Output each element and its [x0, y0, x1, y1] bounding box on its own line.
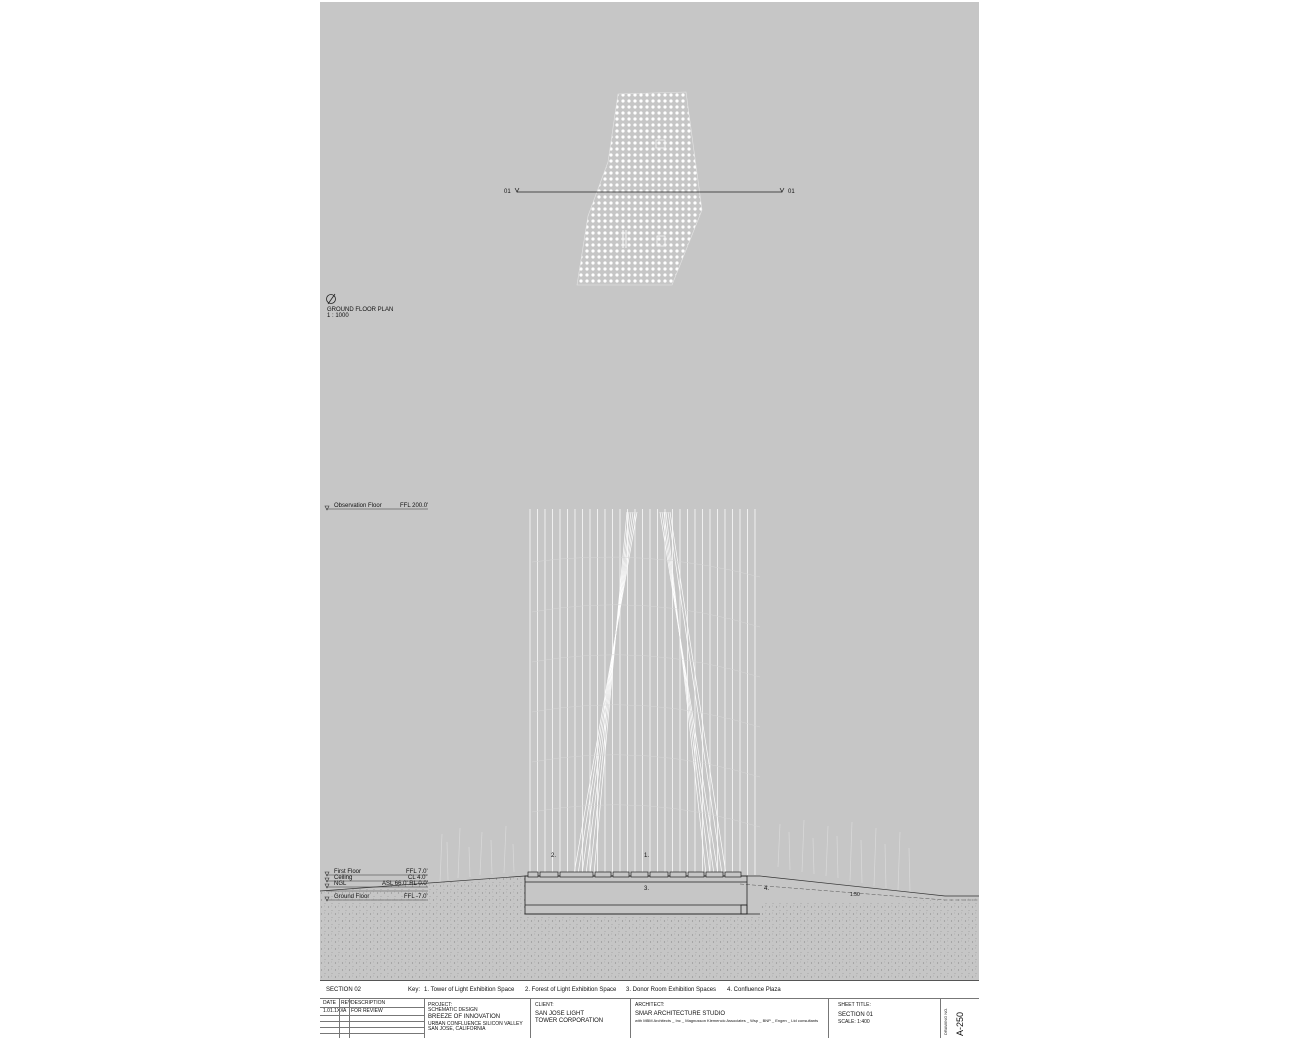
level-name: NGL: [334, 881, 347, 887]
skylight: [670, 872, 686, 877]
level-name: Observation Floor: [334, 503, 382, 509]
section-tag: 1.: [644, 853, 650, 859]
rev-header: DATE: [323, 1000, 336, 1006]
rev-cell: FOR REVIEW: [351, 1008, 383, 1014]
skylight: [528, 872, 538, 877]
section-label: SECTION 02: [326, 987, 362, 993]
ground-section: [320, 876, 979, 980]
rev-row-line: [320, 1021, 424, 1022]
skylight: [688, 872, 704, 877]
ground-floor-plan: [577, 92, 702, 285]
roof-skylights: [528, 872, 741, 877]
architect-label: ARCHITECT:: [635, 1002, 665, 1008]
key-item: 3. Donor Room Exhibition Spaces: [626, 987, 717, 993]
tower-bands: [532, 557, 760, 827]
sheet-title: SECTION 01: [838, 1012, 874, 1018]
project-label: PROJECT:: [428, 1002, 453, 1008]
drawing-sheet: [320, 2, 979, 1037]
sheet-label: SHEET TITLE:: [838, 1002, 871, 1008]
plan-scale: 1 : 1000: [327, 313, 349, 319]
rev-col-line: [339, 998, 340, 1038]
rev-col-line: [349, 998, 350, 1038]
key-item: 2. Forest of Light Exhibition Space: [525, 987, 617, 993]
divider: [320, 998, 979, 999]
level-name: Ceiling: [334, 875, 353, 881]
project-location: SAN JOSE, CALIFORNIA: [428, 1026, 486, 1032]
rev-row-line: [320, 1033, 424, 1034]
rev-cell: 1.01.1XX: [323, 1008, 344, 1014]
rev-header: REV: [341, 1000, 352, 1006]
divider: [530, 998, 531, 1038]
level-value: FFL 200.0': [400, 503, 429, 509]
podium-section: [525, 876, 760, 914]
client-label: CLIENT:: [535, 1002, 554, 1008]
skylight: [631, 872, 648, 877]
divider: [630, 998, 631, 1038]
cut-label-left: 01: [504, 189, 511, 195]
level-name: Ground Floor: [334, 894, 370, 900]
level-datum-lines: [325, 506, 428, 901]
client-name: SAN JOSE LIGHT: [535, 1011, 585, 1017]
divider: [828, 998, 829, 1038]
section-tag: 2.: [551, 853, 557, 859]
rev-cell: A: [343, 1008, 347, 1014]
sheet-scale: SCALE: 1:400: [838, 1019, 870, 1025]
drawing-number-box: [942, 999, 979, 1038]
skylight: [560, 872, 593, 877]
key-item: 1. Tower of Light Exhibition Space: [424, 987, 515, 993]
skylight: [613, 872, 629, 877]
rev-row-line: [320, 1015, 424, 1016]
section-scale-note: 1:50: [850, 892, 860, 898]
section-tag: 4.: [764, 886, 770, 892]
client-name: TOWER CORPORATION: [535, 1018, 604, 1024]
skylight: [540, 872, 558, 877]
level-value: FFL -7.0': [404, 894, 428, 900]
architect-name: SMAR ARCHITECTURE STUDIO: [635, 1011, 726, 1017]
key-item: 4. Confluence Plaza: [727, 987, 781, 993]
section-tag: 3.: [644, 886, 650, 892]
divider: [424, 998, 425, 1038]
architect-consultants: with MBM Architects _ Inc _ Magnusson Klemencic Associates _ Wsp _ BNP _ Engen _ Ltd consultants: [635, 1018, 819, 1023]
skylight: [706, 872, 723, 877]
drawing-number: A-250: [955, 1011, 965, 1036]
project-sub: SCHEMATIC DESIGN: [428, 1007, 478, 1013]
tower-light-rods: [530, 509, 755, 875]
skylight: [725, 872, 741, 877]
skylight: [650, 872, 668, 877]
drawing-label: DRAWING NO.: [943, 1007, 948, 1035]
level-value: CL 4.0': [408, 875, 427, 881]
level-name: First Floor: [334, 869, 361, 875]
level-value: FFL 7.0': [406, 869, 428, 875]
project-location: URBAN CONFLUENCE SILICON VALLEY: [428, 1021, 523, 1027]
level-value: ASL 66.0' RL 0.0': [382, 881, 428, 887]
divider: [940, 998, 941, 1038]
key-label: Key:: [408, 987, 421, 993]
rev-header: DESCRIPTION: [351, 1000, 386, 1006]
project-name: BREEZE OF INNOVATION: [428, 1014, 501, 1020]
skylight: [595, 872, 611, 877]
rev-row-line: [320, 1027, 424, 1028]
north-arrow-icon: [327, 294, 336, 304]
cut-label-right: 01: [788, 189, 795, 195]
title-block: [320, 980, 979, 1038]
plan-title: GROUND FLOOR PLAN: [327, 307, 394, 313]
